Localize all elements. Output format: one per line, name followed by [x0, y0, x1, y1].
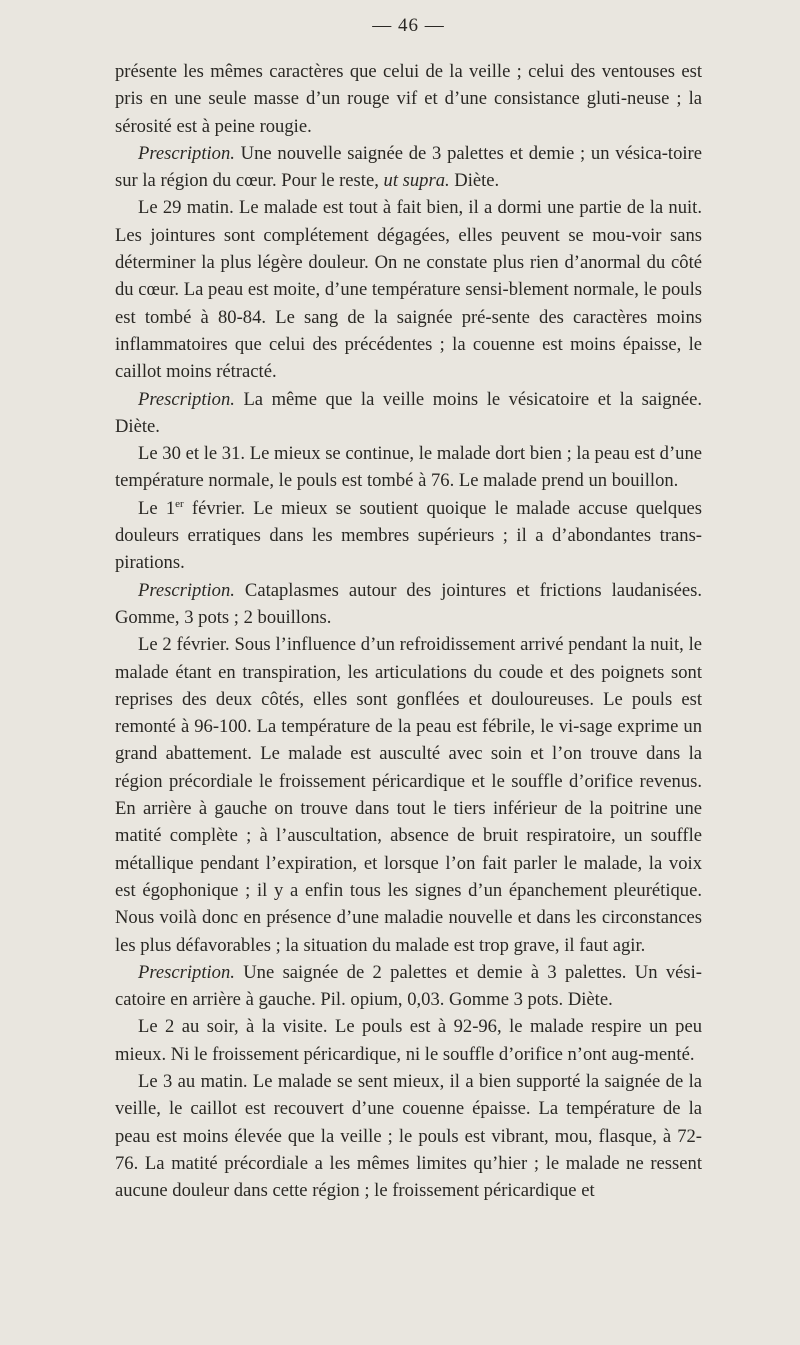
- paragraph-3: Le 29 matin. Le malade est tout à fait bien, il a dormi une partie de la nuit. Les jointures sont complétement dégagées, elles peuvent se mou-voir sans déterminer la plus légère douleur. On ne constate plus rien d’anormal du côté du cœur. La peau est moite, d’une température sensi-blement normale, le pouls est tombé à 80-84. Le sang de la saignée pré-sente des caractères moins inflammatoires que celui des précédentes ; la couenne est moins épaisse, le caillot moins rétracté.: [115, 197, 702, 383]
- paragraph-9: Prescription. Une saignée de 2 palettes et demie à 3 palettes. Un vési-catoire en arrière à gauche. Pil. opium, 0,03. Gomme 3 pots. Diète.: [115, 961, 702, 1011]
- paragraph-7: Prescription. Cataplasmes autour des jointures et frictions laudanisées. Gomme, 3 pots ; 2 bouillons.: [115, 579, 702, 628]
- body-text: [115, 58, 702, 1204]
- page-number: — 46 —: [372, 15, 445, 36]
- paragraph-4: Prescription. La même que la veille moins le vésicatoire et la saignée. Diète.: [115, 388, 702, 437]
- paragraph-5: Le 30 et le 31. Le mieux se continue, le malade dort bien ; la peau est d’une température normale, le pouls est tombé à 76. Le malade prend un bouillon.: [115, 443, 702, 492]
- paragraph-11: Le 3 au matin. Le malade se sent mieux, il a bien supporté la saignée de la veille, le caillot est recouvert d’une couenne épaisse. La température de la peau est moins élevée que la veille ; le pouls est vibrant, mou, flasque, à 72-76. La matité précordiale a les mêmes limites qu’hier ; le malade ne ressent aucune douleur dans cette région ; le froissement péricardique et: [115, 1070, 702, 1202]
- paragraph-10: Le 2 au soir, à la visite. Le pouls est à 92-96, le malade respire un peu mieux. Ni le froissement péricardique, ni le souffle d’orifice n’ont aug-menté.: [115, 1016, 702, 1065]
- paragraph-1: présente les mêmes caractères que celui de la veille ; celui des ventouses est pris en une seule masse d’un rouge vif et d’une consistance gluti-neuse ; la sérosité est à peine rougie.: [115, 61, 702, 137]
- paragraph-2: Prescription. Une nouvelle saignée de 3 palettes et demie ; un vésica-toire sur la région du cœur. Pour le reste, ut supra. Diète.: [115, 142, 702, 192]
- paragraph-6: Le 1er février. Le mieux se soutient quoique le malade accuse quelques douleurs erratiques dans les membres supérieurs ; il a d’abondantes trans-pirations.: [115, 497, 703, 574]
- paragraph-8: Le 2 février. Sous l’influence d’un refroidissement arrivé pendant la nuit, le malade étant en transpiration, les articulations du coude et des poignets sont reprises des deux côtés, elles sont gonflées et douloureuses. Le pouls est remonté à 96-100. La température de la peau est fébrile, le vi-sage exprime un grand abattement. Le malade est ausculté avec soin et l’on trouve dans la région précordiale le froissement péricardique et le souffle d’orifice revenus. En arrière à gauche on trouve dans tout le tiers inférieur de la poitrine une matité complète ; à l’auscultation, absence de bruit respiratoire, un souffle métallique pendant l’expiration, et lorsque l’on fait parler le malade, la voix est égophonique ; il y a enfin tous les signes d’un épanchement pleurétique. Nous voilà donc en présence d’une maladie nouvelle et dans les circonstances les plus défavorables ; la situation du malade est trop grave, il faut agir.: [115, 634, 702, 956]
